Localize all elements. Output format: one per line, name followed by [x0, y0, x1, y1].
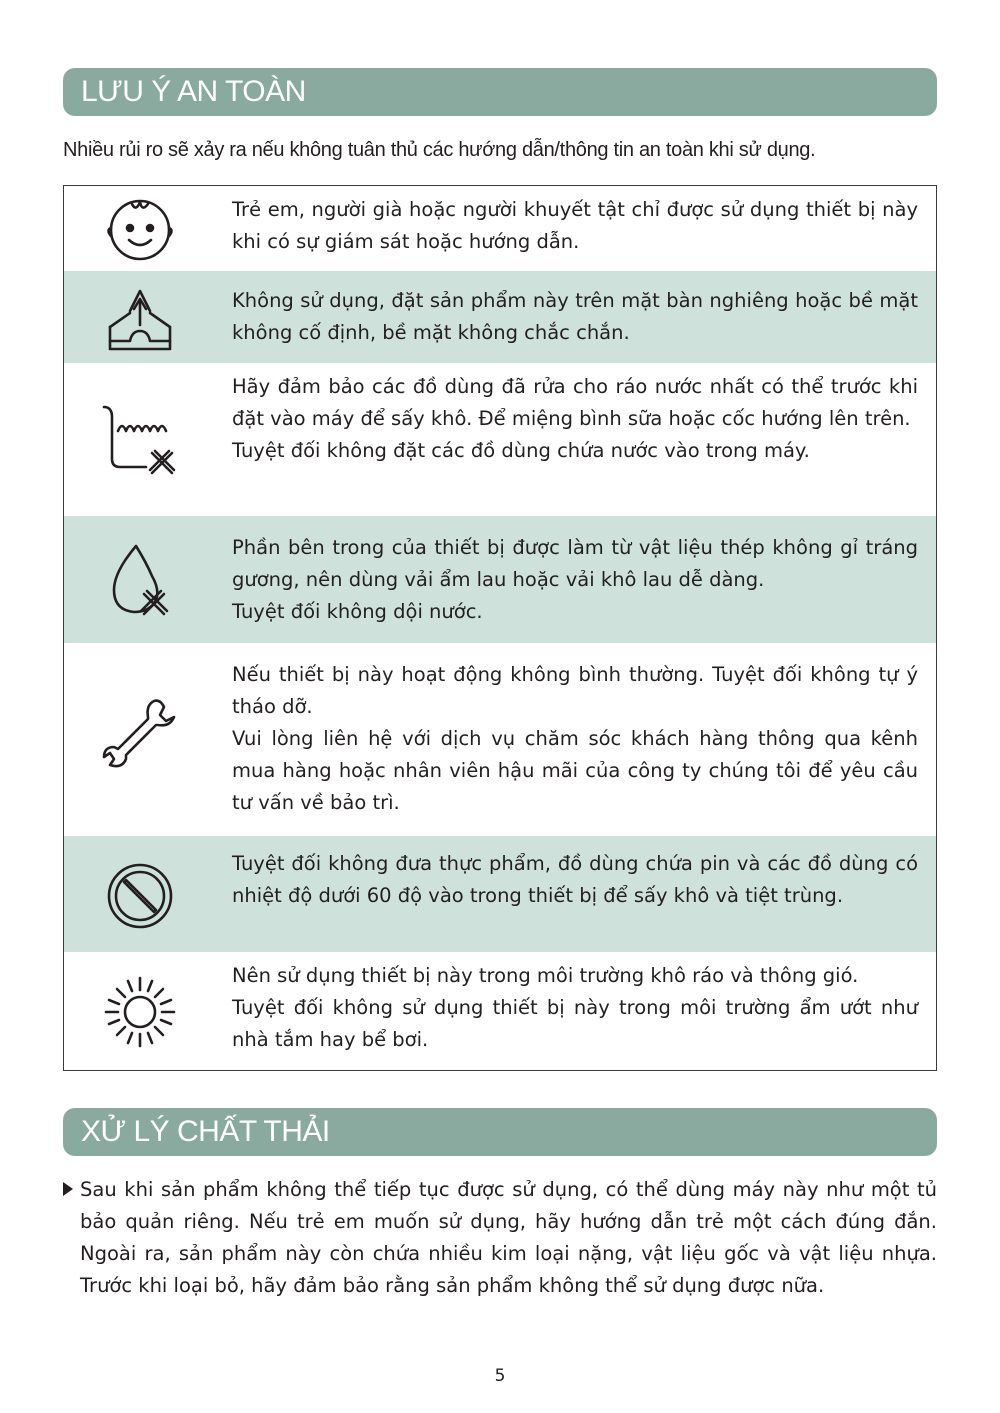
safety-text: [232, 194, 918, 258]
safety-line: Vui lòng liên hệ với dịch vụ chăm sóc khách hàng thông qua kênh mua hàng hoặc nhân viên hậu mãi của công ty chúng tôi để yêu cầu tư vấn về bảo trì.: [232, 727, 918, 814]
safety-line: Nên sử dụng thiết bị này trong môi trường khô ráo và thông gió.: [232, 964, 859, 987]
safety-line: Trẻ em, người già hoặc người khuyết tật chỉ được sử dụng thiết bị này khi có sự giám sát hoặc hướng dẫn.: [232, 198, 918, 253]
safety-section-title: LƯU Ý AN TOÀN: [63, 68, 937, 116]
safety-row-prohibited: [64, 836, 936, 952]
prohibited-icon: [100, 856, 180, 936]
triangle-bullet-icon: [63, 1182, 73, 1196]
safety-row-environment: [64, 952, 936, 1070]
safety-line: Tuyệt đối không dội nước.: [232, 600, 483, 623]
safety-text: [232, 371, 918, 467]
safety-text: [232, 659, 918, 819]
safety-line: Tuyệt đối không đưa thực phẩm, đồ dùng chứa pin và các đồ dùng có nhiệt độ dưới 60 độ vào trong thiết bị để sấy khô và tiệt trùng.: [232, 852, 918, 907]
sun-icon: [100, 972, 180, 1052]
page-number: 5: [494, 1366, 506, 1386]
safety-line: Không sử dụng, đặt sản phẩm này trên mặt bàn nghiêng hoặc bề mặt không cố định, bề mặt không chắc chắn.: [232, 289, 918, 344]
safety-row-supervision: [64, 186, 936, 271]
safety-text: [232, 285, 918, 349]
safety-row-cleaning: [64, 516, 936, 643]
safety-text: [232, 532, 918, 628]
no-water-drop-icon: [100, 540, 180, 620]
safety-table: [63, 185, 937, 1071]
safety-text: [232, 848, 918, 912]
no-water-container-icon: [100, 401, 180, 481]
waste-section-title: XỬ LÝ CHẤT THẢI: [63, 1108, 937, 1156]
safety-line: Hãy đảm bảo các đồ dùng đã rửa cho ráo nước nhất có thể trước khi đặt vào máy để sấy khô. Để miệng bình sữa hoặc cốc hướng lên trên.: [232, 375, 918, 430]
child-face-icon: [100, 190, 180, 270]
unstable-surface-icon: [100, 277, 180, 357]
waste-paragraph: [63, 1174, 937, 1302]
safety-intro: Nhiều rủi ro sẽ xảy ra nếu không tuân thủ các hướng dẫn/thông tin an toàn khi sử dụng.: [63, 139, 816, 161]
safety-row-water: [64, 363, 936, 516]
safety-line: Nếu thiết bị này hoạt động không bình thường. Tuyệt đối không tự ý tháo dỡ.: [232, 663, 918, 718]
safety-row-repair: [64, 643, 936, 836]
waste-text: Sau khi sản phẩm không thể tiếp tục được sử dụng, có thể dùng máy này như một tủ bảo quản riêng. Nếu trẻ em muốn sử dụng, hãy hướng dẫn trẻ một cách đúng đắn. Ngoài ra, sản phẩm này còn chứa nhiều kim loại nặng, vật liệu gốc và vật liệu nhựa. Trước khi loại bỏ, hãy đảm bảo rằng sản phẩm không thể sử dụng được nữa.: [80, 1178, 937, 1297]
safety-line: Phần bên trong của thiết bị được làm từ vật liệu thép không gỉ tráng gương, nên dùng vải ẩm lau hoặc vải khô lau dễ dàng.: [232, 536, 918, 591]
wrench-icon: [100, 697, 180, 777]
safety-text: [232, 960, 918, 1056]
safety-line: Tuyệt đối không sử dụng thiết bị này trong môi trường ẩm ướt như nhà tắm hay bể bơi.: [232, 996, 918, 1051]
safety-row-surface: [64, 271, 936, 363]
safety-line: Tuyệt đối không đặt các đồ dùng chứa nước vào trong máy.: [232, 439, 810, 462]
